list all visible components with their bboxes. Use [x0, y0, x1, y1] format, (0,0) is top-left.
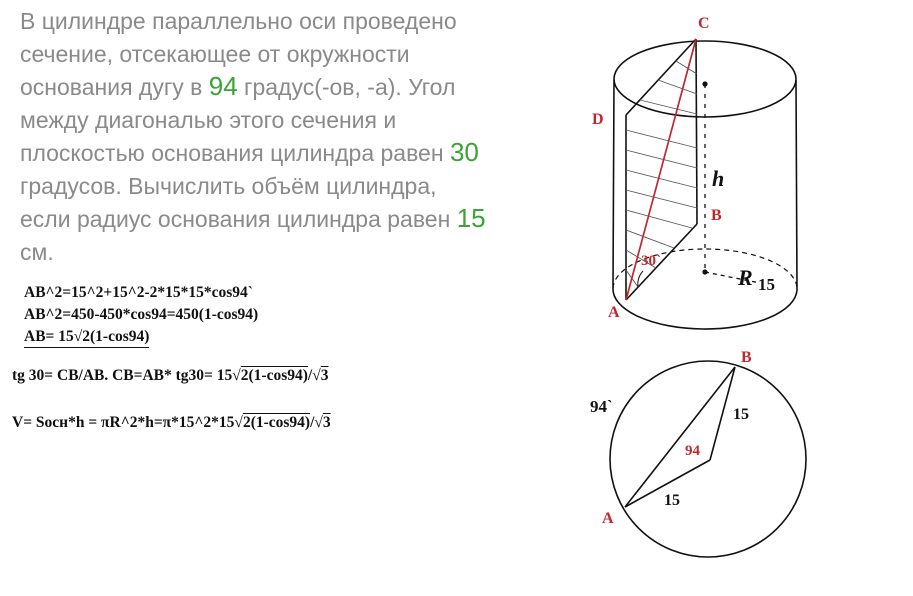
circle-label-side2: 15 [664, 492, 680, 509]
label-r-value: 15 [758, 275, 775, 294]
section-edge-cb [696, 39, 697, 224]
circle-label-side1: 15 [733, 406, 749, 423]
circle-label-a: A [602, 510, 614, 527]
solution-line-2: AB^2=450-450*cos94=450(1-cos94) [24, 306, 259, 323]
label-h: h [712, 166, 725, 191]
circle-label-arc: 94` [590, 397, 613, 416]
circle-label-b: B [741, 349, 752, 366]
solution-line-5-div: /√ [310, 414, 323, 431]
solution-line-4-div: /√ [307, 367, 321, 384]
circle-figure [610, 361, 806, 557]
solution-line-4-text: tg 30= CB/AB. CB=AB* tg30= 15√ [12, 367, 241, 384]
label-b: B [711, 207, 722, 224]
radius-value: 15 [456, 203, 486, 233]
axis-top-dot [703, 82, 707, 86]
cylinder-bottom-front-arc [613, 288, 797, 329]
solution-line-4-sqrt3: 3 [320, 367, 329, 384]
circle-label-center: 94 [685, 443, 700, 459]
label-a: A [608, 304, 620, 321]
label-angle: 30` [641, 253, 661, 269]
solution-line-4-radicand: 2(1-cos94) [240, 367, 308, 384]
solution-line-3: AB= 15√2(1-cos94) [24, 328, 149, 348]
label-c: C [698, 15, 710, 32]
solution-line-5-radicand: 2(1-cos94) [242, 414, 311, 431]
solution-line-5-sqrt3: 3 [322, 414, 331, 431]
problem-text-part3: градусов. Вычислить объём цилиндра, если радиус основания цилиндра равен [20, 172, 457, 232]
problem-text-part4: см. [20, 238, 54, 265]
section-hatching [626, 61, 697, 287]
base-circle [610, 361, 806, 557]
label-r: R [738, 265, 753, 290]
radius-to-b [710, 367, 735, 460]
cylinder-left-side [613, 80, 614, 288]
arc-value: 94 [208, 71, 238, 101]
solution-line-1: AB^2=15^2+15^2-2*15*15*cos94` [24, 284, 253, 301]
cylinder-right-side [796, 80, 797, 290]
problem-text-part2: градус(-ов, -а). Угол между диагональю этого сечения и плоскостью основания цилиндра равен [20, 74, 456, 166]
label-d: D [592, 111, 604, 128]
angle-value: 30 [449, 137, 479, 167]
problem-text-part1: В цилиндре параллельно оси проведено сечение, отсекающее от окружности основания дугу в [20, 8, 457, 100]
solution-line-5-text: V= Sосн*h = πR^2*h=π*15^2*15√ [12, 414, 243, 431]
